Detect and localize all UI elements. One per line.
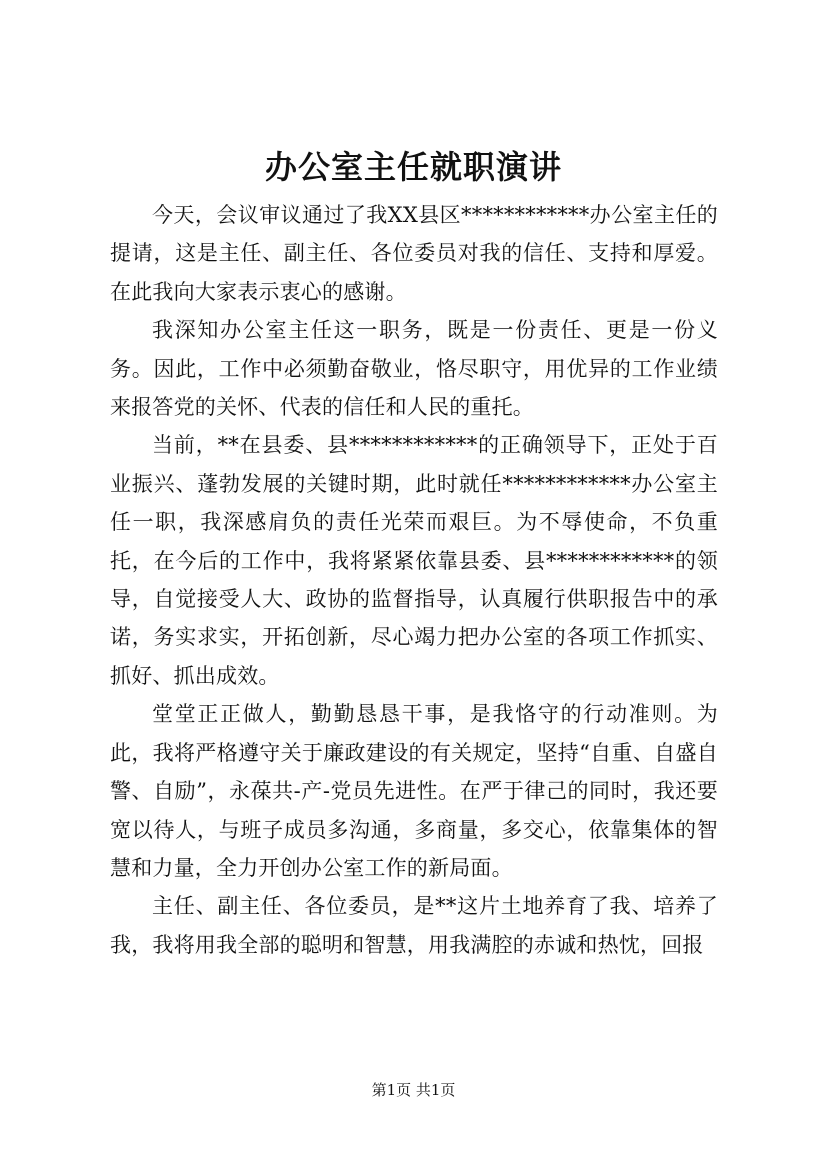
paragraph: 堂堂正正做人，勤勤恳恳干事，是我恪守的行动准则。为此，我将严格遵守关于廉政建设的有关规定，坚持“自重、自盛自警、自励”，永葆共-产-党员先进性。在严于律己的同时，我还要宽以待人，与班子成员多沟通，多商量，多交心，依靠集体的智慧和力量，全力开创办公室工作的新局面。 xyxy=(110,702,718,880)
document-body xyxy=(110,196,718,964)
paragraph: 主任、副主任、各位委员，是**这片土地养育了我、培养了我，我将用我全部的聪明和智慧，用我满腔的赤诚和热忱，回报 xyxy=(110,894,718,957)
paragraph: 当前，**在县委、县************的正确领导下，正处于百业振兴、蓬勃发展的关键时期，此时就任************办公室主任一职，我深感肩负的责任光荣而艰巨。为不辱使命，不负重托，在今后的工作中，我将紧紧依靠县委、县************的领导，自觉接受人大、政协的监督指导，认真履行供职报告中的承诺，务实求实，开拓创新，尽心竭力把办公室的各项工作抓实、抓好、抓出成效。 xyxy=(110,433,718,688)
page-footer: 第1页 共1页 xyxy=(371,1081,456,1099)
document-title: 办公室主任就职演讲 xyxy=(264,148,562,186)
paragraph: 我深知办公室主任这一职务，既是一份责任、更是一份义务。因此，工作中必须勤奋敬业，恪尽职守，用优异的工作业绩来报答党的关怀、代表的信任和人民的重托。 xyxy=(110,318,718,420)
paragraph: 今天，会议审议通过了我XX县区************办公室主任的提请，这是主任、副主任、各位委员对我的信任、支持和厚爱。在此我向大家表示衷心的感谢。 xyxy=(110,203,718,304)
